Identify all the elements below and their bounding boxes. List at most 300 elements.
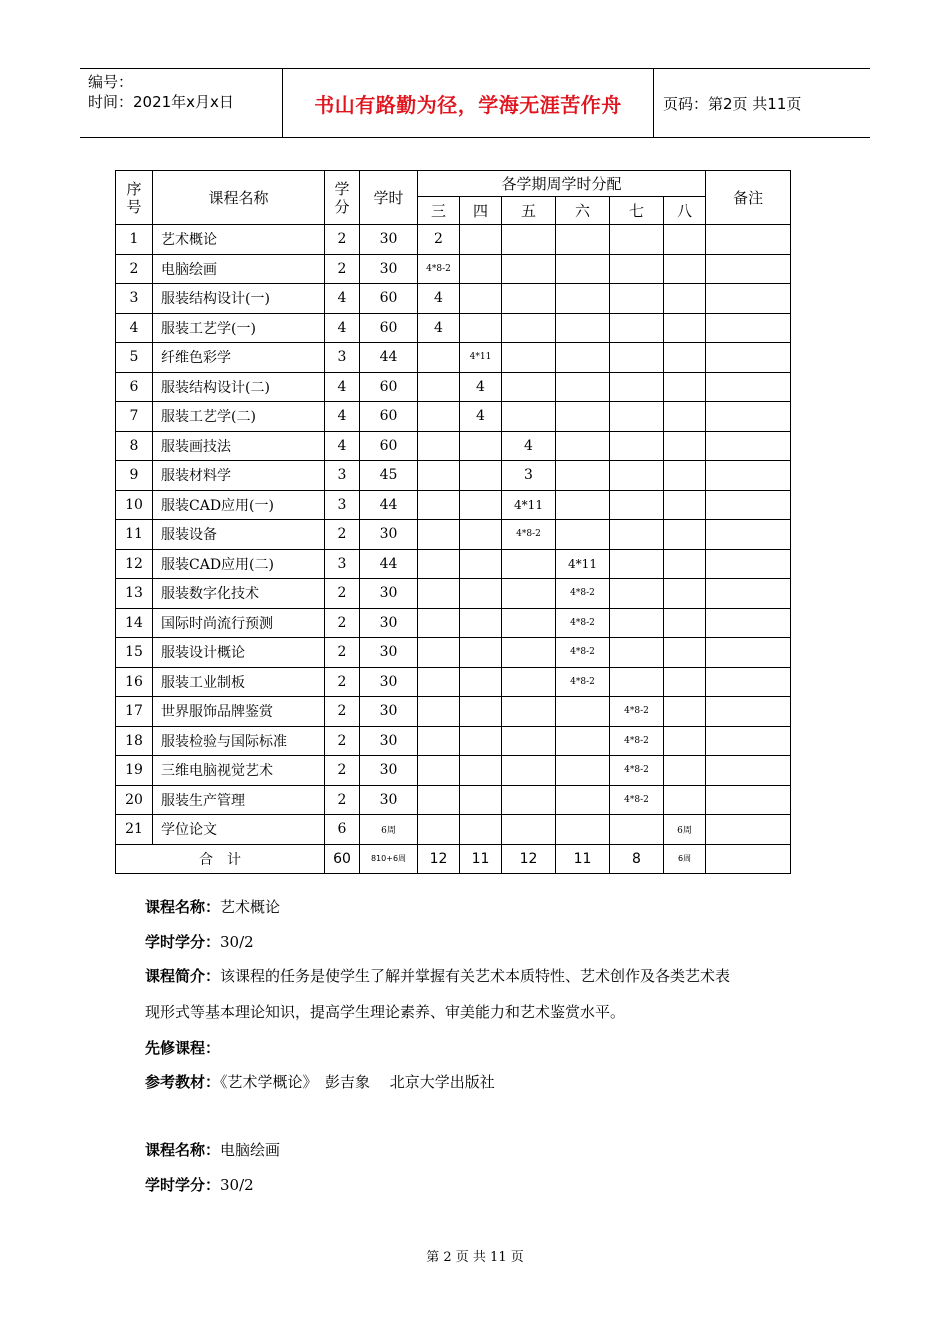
cell-note [706,579,791,609]
cell-credit: 4 [325,284,360,314]
cell-course-name: 服装画技法 [153,431,325,461]
cell-term [610,402,664,432]
cell-seq: 2 [116,254,153,284]
table-total-row [116,844,791,874]
total-label: 合 计 [116,844,325,874]
cell-hours: 6周 [360,815,418,845]
cell-term [502,313,556,343]
cell-course-name: 服装检验与国际标准 [153,726,325,756]
cell-term [664,579,706,609]
cell-term [610,254,664,284]
cell-term [460,431,502,461]
cell-term [460,608,502,638]
cell-seq: 9 [116,461,153,491]
cell-term [556,372,610,402]
total-term: 6周 [664,844,706,874]
cell-term [610,520,664,550]
cell-note [706,638,791,668]
cell-hours: 44 [360,343,418,373]
course2-name-line [145,1140,280,1160]
total-credit: 60 [325,844,360,874]
cell-note [706,608,791,638]
cell-term [418,402,460,432]
cell-hours: 30 [360,638,418,668]
cell-term [556,225,610,255]
course-schedule-table [115,170,791,874]
cell-term [502,608,556,638]
cell-term [610,815,664,845]
cell-term: 2 [418,225,460,255]
course1-name: 艺术概论 [220,898,281,916]
course2-hours-line [145,1175,254,1195]
cell-seq: 1 [116,225,153,255]
cell-term [556,343,610,373]
cell-credit: 2 [325,254,360,284]
cell-term [664,520,706,550]
cell-term: 4*8-2 [556,667,610,697]
cell-hours: 30 [360,520,418,550]
cell-credit: 4 [325,431,360,461]
cell-credit: 2 [325,697,360,727]
cell-term [610,431,664,461]
cell-term: 3 [502,461,556,491]
cell-seq: 12 [116,549,153,579]
table-row [116,461,791,491]
table-row [116,667,791,697]
course1-textbook: 《艺术学概论》 彭吉象 北京大学出版社 [220,1073,495,1091]
course1-intro-line1 [145,966,730,986]
cell-course-name: 服装工艺学(二) [153,402,325,432]
header-term: 三 [418,197,460,225]
cell-term [460,815,502,845]
cell-term [460,726,502,756]
header-credit: 学分 [325,171,360,225]
cell-term [418,756,460,786]
cell-term [460,254,502,284]
cell-term [664,667,706,697]
cell-seq: 6 [116,372,153,402]
cell-note [706,520,791,550]
cell-credit: 6 [325,815,360,845]
header-motto: 书山有路勤为径，学海无涯苦作舟 [282,69,654,137]
cell-term [556,431,610,461]
header-hours: 学时 [360,171,418,225]
cell-course-name: 服装设计概论 [153,638,325,668]
cell-term [664,402,706,432]
cell-term: 4*8-2 [610,756,664,786]
page-footer: 第 2 页 共 11 页 [426,1250,524,1265]
cell-term [610,490,664,520]
cell-seq: 8 [116,431,153,461]
total-term: 8 [610,844,664,874]
cell-hours: 45 [360,461,418,491]
cell-credit: 3 [325,343,360,373]
table-row [116,254,791,284]
cell-term [664,461,706,491]
cell-term [418,520,460,550]
cell-term [502,785,556,815]
cell-credit: 2 [325,638,360,668]
cell-term [502,638,556,668]
cell-term [502,579,556,609]
cell-term: 4*8-2 [610,726,664,756]
cell-term [460,697,502,727]
cell-term [502,815,556,845]
cell-seq: 10 [116,490,153,520]
cell-term: 4*11 [460,343,502,373]
cell-term: 4*8-2 [610,785,664,815]
header-note: 备注 [706,171,791,225]
cell-seq: 18 [116,726,153,756]
course2-name: 电脑绘画 [220,1141,281,1159]
cell-credit: 3 [325,490,360,520]
cell-course-name: 服装设备 [153,520,325,550]
cell-term [418,343,460,373]
cell-note [706,785,791,815]
course1-prereq-line [145,1038,220,1058]
total-note [706,844,791,874]
cell-hours: 30 [360,225,418,255]
course1-name-label: 课程名称： [145,898,221,916]
cell-term [556,402,610,432]
course1-hours-line [145,932,254,952]
cell-seq: 15 [116,638,153,668]
cell-credit: 2 [325,520,360,550]
course1-prereq-label: 先修课程： [145,1039,221,1057]
table-row [116,402,791,432]
cell-term [664,608,706,638]
header-term: 八 [664,197,706,225]
header-distribution: 各学期周学时分配 [418,171,706,197]
cell-term: 4*8-2 [502,520,556,550]
course1-textbook-label: 参考教材： [145,1073,221,1091]
cell-term [664,343,706,373]
cell-course-name: 服装生产管理 [153,785,325,815]
cell-term [418,608,460,638]
cell-term [502,402,556,432]
cell-seq: 13 [116,579,153,609]
table-row [116,431,791,461]
cell-course-name: 纤维色彩学 [153,343,325,373]
cell-term [664,431,706,461]
cell-term: 4*11 [502,490,556,520]
cell-term [502,343,556,373]
table-row [116,785,791,815]
course1-textbook-line [145,1072,495,1092]
cell-term [664,254,706,284]
table-row [116,697,791,727]
course1-intro-line2: 现形式等基本理论知识，提高学生理论素养、审美能力和艺术鉴赏水平。 [145,1003,626,1021]
cell-note [706,313,791,343]
cell-credit: 2 [325,785,360,815]
cell-term [418,372,460,402]
cell-term [610,549,664,579]
cell-term [556,254,610,284]
cell-term [418,461,460,491]
table-row [116,579,791,609]
cell-term [610,638,664,668]
cell-credit: 3 [325,461,360,491]
cell-note [706,697,791,727]
cell-hours: 30 [360,254,418,284]
cell-course-name: 服装结构设计(二) [153,372,325,402]
cell-credit: 3 [325,549,360,579]
header-meta [80,69,282,137]
table-row [116,225,791,255]
cell-seq: 16 [116,667,153,697]
cell-term [610,667,664,697]
cell-course-name: 三维电脑视觉艺术 [153,756,325,786]
cell-credit: 4 [325,372,360,402]
table-row [116,726,791,756]
cell-term [418,638,460,668]
table-row [116,490,791,520]
cell-seq: 14 [116,608,153,638]
cell-hours: 30 [360,608,418,638]
cell-note [706,431,791,461]
table-row [116,284,791,314]
cell-term [460,638,502,668]
header-course-name: 课程名称 [153,171,325,225]
cell-term [556,461,610,491]
header-term: 七 [610,197,664,225]
cell-term: 4*8-2 [556,638,610,668]
total-term: 12 [418,844,460,874]
cell-term [418,549,460,579]
cell-term [556,756,610,786]
cell-note [706,254,791,284]
cell-credit: 2 [325,225,360,255]
cell-term [610,284,664,314]
table-row [116,313,791,343]
cell-note [706,726,791,756]
cell-note [706,815,791,845]
course2-hours-label: 学时学分： [145,1176,221,1194]
cell-term [460,667,502,697]
cell-hours: 30 [360,756,418,786]
cell-term: 4*11 [556,549,610,579]
cell-term [556,520,610,550]
cell-term [460,756,502,786]
header-seq: 序号 [116,171,153,225]
cell-course-name: 世界服饰品牌鉴赏 [153,697,325,727]
cell-course-name: 服装CAD应用(二) [153,549,325,579]
cell-hours: 60 [360,402,418,432]
cell-term [502,549,556,579]
doc-number-label: 编号： [88,73,134,91]
cell-note [706,402,791,432]
cell-term [460,284,502,314]
cell-term [460,549,502,579]
cell-credit: 4 [325,402,360,432]
cell-course-name: 服装结构设计(一) [153,284,325,314]
cell-term: 4 [460,402,502,432]
cell-term [460,225,502,255]
cell-course-name: 服装数字化技术 [153,579,325,609]
cell-term [664,549,706,579]
cell-hours: 60 [360,313,418,343]
cell-term [460,579,502,609]
table-row [116,343,791,373]
cell-term: 4 [418,313,460,343]
cell-term [418,697,460,727]
cell-term [556,284,610,314]
cell-term [664,490,706,520]
cell-credit: 4 [325,313,360,343]
cell-hours: 60 [360,431,418,461]
cell-note [706,461,791,491]
course1-intro-text-1: 该课程的任务是使学生了解并掌握有关艺术本质特性、艺术创作及各类艺术表 [220,967,731,985]
course1-hours-label: 学时学分： [145,933,221,951]
cell-note [706,284,791,314]
cell-term: 6周 [664,815,706,845]
cell-term [610,608,664,638]
cell-term [610,343,664,373]
cell-term: 4 [418,284,460,314]
header-page-number: 页码：第2页 共11页 [663,94,802,113]
cell-term [502,756,556,786]
cell-course-name: 电脑绘画 [153,254,325,284]
cell-term [460,785,502,815]
doc-date-label: 时间：2021年x月x日 [88,93,234,111]
table-row [116,372,791,402]
cell-term [556,697,610,727]
cell-hours: 30 [360,726,418,756]
table-row [116,608,791,638]
cell-term [664,756,706,786]
cell-term [610,313,664,343]
cell-course-name: 服装工艺学(一) [153,313,325,343]
cell-term: 4*8-2 [610,697,664,727]
table-row [116,520,791,550]
total-term: 11 [460,844,502,874]
cell-term [664,785,706,815]
cell-hours: 60 [360,284,418,314]
cell-term [664,225,706,255]
cell-term [418,490,460,520]
cell-term: 4*8-2 [556,608,610,638]
cell-credit: 2 [325,579,360,609]
cell-term [502,697,556,727]
cell-term [460,461,502,491]
cell-term [418,815,460,845]
cell-seq: 19 [116,756,153,786]
cell-seq: 20 [116,785,153,815]
course1-intro-label: 课程简介： [145,967,221,985]
cell-note [706,756,791,786]
cell-term [502,372,556,402]
cell-term [664,726,706,756]
schedule-body [116,225,791,874]
cell-course-name: 学位论文 [153,815,325,845]
cell-note [706,372,791,402]
cell-course-name: 服装工业制板 [153,667,325,697]
cell-course-name: 服装材料学 [153,461,325,491]
cell-credit: 2 [325,667,360,697]
cell-term [502,667,556,697]
cell-credit: 2 [325,726,360,756]
cell-credit: 2 [325,608,360,638]
cell-term [502,284,556,314]
cell-note [706,343,791,373]
cell-note [706,549,791,579]
table-row [116,756,791,786]
table-row [116,638,791,668]
cell-course-name: 艺术概论 [153,225,325,255]
cell-hours: 44 [360,549,418,579]
cell-credit: 2 [325,756,360,786]
cell-term [610,225,664,255]
cell-seq: 11 [116,520,153,550]
table-row [116,549,791,579]
cell-term [610,579,664,609]
cell-term: 4*8-2 [556,579,610,609]
cell-term [418,431,460,461]
cell-seq: 7 [116,402,153,432]
cell-term [418,667,460,697]
cell-note [706,225,791,255]
header-term: 五 [502,197,556,225]
cell-term [664,372,706,402]
cell-hours: 60 [360,372,418,402]
cell-hours: 30 [360,579,418,609]
cell-term [502,254,556,284]
cell-term [460,490,502,520]
cell-seq: 4 [116,313,153,343]
total-term: 12 [502,844,556,874]
cell-note [706,667,791,697]
cell-seq: 5 [116,343,153,373]
cell-term [556,313,610,343]
cell-term: 4 [460,372,502,402]
page-header [80,68,870,138]
cell-term [418,579,460,609]
total-hours: 810+6周 [360,844,418,874]
course1-hours: 30/2 [220,933,254,951]
cell-term [460,313,502,343]
course2-name-label: 课程名称： [145,1141,221,1159]
cell-term [502,225,556,255]
cell-seq: 3 [116,284,153,314]
cell-term [418,726,460,756]
cell-term [502,726,556,756]
cell-term [556,815,610,845]
cell-term [664,313,706,343]
cell-term [664,284,706,314]
header-term: 四 [460,197,502,225]
cell-term [556,785,610,815]
cell-seq: 17 [116,697,153,727]
total-term: 11 [556,844,610,874]
cell-term: 4 [502,431,556,461]
header-term: 六 [556,197,610,225]
cell-term [664,638,706,668]
cell-hours: 44 [360,490,418,520]
cell-hours: 30 [360,785,418,815]
cell-term [610,372,664,402]
cell-course-name: 国际时尚流行预测 [153,608,325,638]
table-row [116,815,791,845]
cell-hours: 30 [360,697,418,727]
cell-term [418,785,460,815]
cell-note [706,490,791,520]
cell-term [664,697,706,727]
cell-term [610,461,664,491]
cell-term [556,726,610,756]
cell-seq: 21 [116,815,153,845]
cell-term: 4*8-2 [418,254,460,284]
cell-hours: 30 [360,667,418,697]
